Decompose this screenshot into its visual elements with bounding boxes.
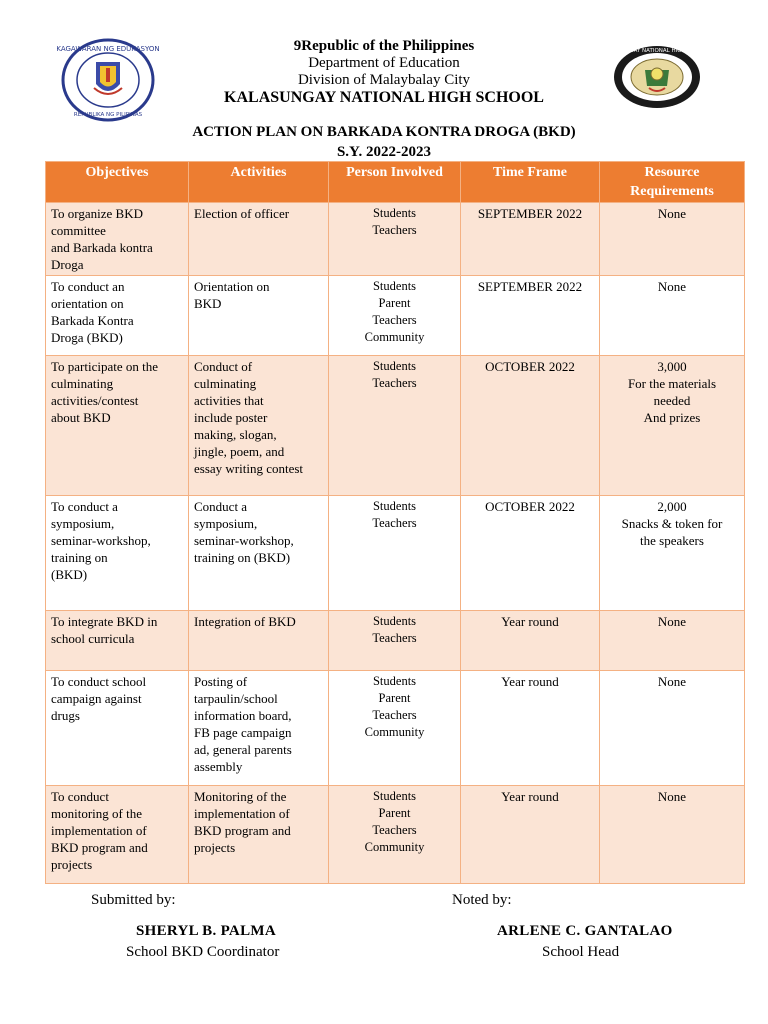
submitter-name: SHERYL B. PALMA [136, 923, 276, 939]
cell-persons-line: Teachers [372, 823, 417, 837]
cell-objective-line: training on [51, 550, 108, 565]
cell-activity [189, 496, 329, 611]
cell-persons-line: Parent [378, 691, 411, 705]
cell-objective-line: To organize BKD [51, 206, 143, 221]
cell-time-frame-line: Year round [501, 614, 559, 629]
cell-objective-line: drugs [51, 708, 80, 723]
cell-persons-line: Teachers [372, 376, 417, 390]
header-republic: 9Republic of the Philippines [293, 38, 475, 54]
cell-persons-line: Students [372, 206, 417, 220]
cell-persons-line: Community [364, 725, 425, 739]
cell-persons-line: Community [364, 840, 425, 854]
cell-objective-line: To conduct an [51, 279, 125, 294]
cell-persons-line: Students [372, 499, 417, 513]
cell-objective [46, 611, 189, 671]
cell-time-frame-line: SEPTEMBER 2022 [477, 279, 583, 294]
cell-activity-line: implementation of [194, 806, 290, 821]
cell-objective-line: committee [51, 223, 106, 238]
cell-time-frame [461, 786, 600, 884]
cell-activity-line: assembly [194, 759, 243, 774]
cell-objective-line: seminar-workshop, [51, 533, 151, 548]
cell-activity [189, 611, 329, 671]
cell-objective [46, 786, 189, 884]
cell-activity-line: culminating [194, 376, 257, 391]
cell-time-frame-line: SEPTEMBER 2022 [477, 206, 583, 221]
cell-activity-line: include poster [194, 410, 268, 425]
col-header-activities: Activities [189, 162, 329, 203]
cell-persons-line: Teachers [372, 516, 417, 530]
document-header [0, 38, 768, 106]
cell-activity-line: FB page campaign [194, 725, 292, 740]
cell-persons-line: Parent [378, 806, 411, 820]
cell-activity-line: jingle, poem, and [194, 444, 285, 459]
cell-persons-line: Students [372, 279, 417, 293]
cell-persons-line: Teachers [372, 223, 417, 237]
cell-activity-line: BKD [194, 296, 222, 311]
cell-objective-line: campaign against [51, 691, 142, 706]
cell-resource-line: And prizes [643, 410, 701, 425]
submitted-by-label: Submitted by: [91, 892, 176, 908]
cell-persons-line: Students [372, 359, 417, 373]
cell-resource [600, 356, 745, 496]
table-row [46, 356, 745, 496]
cell-objective-line: To integrate BKD in [51, 614, 158, 629]
cell-time-frame-line: Year round [501, 789, 559, 804]
cell-persons-line: Students [372, 674, 417, 688]
cell-activity-line: Conduct a [194, 499, 248, 514]
cell-resource [600, 786, 745, 884]
table-row [46, 276, 745, 356]
noter-name: ARLENE C. GANTALAO [497, 923, 673, 939]
cell-activity-line: Election of officer [194, 206, 290, 221]
cell-time-frame [461, 496, 600, 611]
cell-persons [329, 611, 461, 671]
cell-objective-line: To participate on the [51, 359, 159, 374]
cell-activity-line: BKD program and [194, 823, 291, 838]
table-header-row [46, 162, 745, 203]
right-seal-text: KALASUNGAY NATIONAL HIGH SCHOOL [603, 48, 711, 54]
cell-objective [46, 276, 189, 356]
cell-resource-line: 3,000 [657, 359, 687, 374]
cell-time-frame [461, 276, 600, 356]
cell-objective-line: Barkada Kontra [51, 313, 134, 328]
cell-resource-line: None [657, 674, 687, 689]
title-school-year: S.Y. 2022-2023 [336, 144, 432, 160]
cell-objective [46, 496, 189, 611]
cell-time-frame-line: OCTOBER 2022 [485, 359, 575, 374]
cell-objective-line: school curricula [51, 631, 135, 646]
cell-objective-line: activities/contest [51, 393, 139, 408]
cell-resource-line: Snacks & token for [621, 516, 723, 531]
cell-time-frame-line: Year round [501, 674, 559, 689]
cell-persons [329, 276, 461, 356]
cell-resource-line: None [657, 789, 687, 804]
cell-resource-line: 2,000 [657, 499, 687, 514]
cell-persons [329, 786, 461, 884]
cell-persons [329, 203, 461, 276]
table-row [46, 203, 745, 276]
cell-resource [600, 671, 745, 786]
cell-activity-line: tarpaulin/school [194, 691, 278, 706]
cell-persons-line: Teachers [372, 631, 417, 645]
cell-resource [600, 203, 745, 276]
cell-objective [46, 203, 189, 276]
cell-activity-line: symposium, [194, 516, 258, 531]
cell-persons-line: Teachers [372, 708, 417, 722]
cell-time-frame [461, 203, 600, 276]
cell-activity-line: essay writing contest [194, 461, 304, 476]
cell-activity-line: Orientation on [194, 279, 270, 294]
col-header-time-frame: Time Frame [461, 162, 600, 203]
document-title [0, 122, 768, 162]
cell-objective-line: culminating [51, 376, 114, 391]
col-header-person-involved: Person Involved [329, 162, 461, 203]
cell-objective-line: To conduct school [51, 674, 147, 689]
cell-activity-line: Integration of BKD [194, 614, 296, 629]
cell-activity [189, 276, 329, 356]
cell-persons [329, 496, 461, 611]
cell-activity-line: Posting of [194, 674, 248, 689]
cell-persons-line: Parent [378, 296, 411, 310]
cell-objective-line: Droga (BKD) [51, 330, 123, 345]
left-seal-bottom-text: REPUBLIKA NG PILIPINAS [73, 112, 143, 118]
cell-activity-line: training on (BKD) [194, 550, 291, 565]
cell-activity-line: information board, [194, 708, 292, 723]
cell-objective-line: (BKD) [51, 567, 88, 582]
cell-resource [600, 276, 745, 356]
cell-objective-line: orientation on [51, 296, 124, 311]
cell-resource-line: For the materials [627, 376, 717, 391]
col-header-objectives: Objectives [46, 162, 189, 203]
cell-activity-line: activities that [194, 393, 264, 408]
cell-objective-line: To conduct a [51, 499, 118, 514]
cell-resource-line: the speakers [640, 533, 704, 548]
cell-objective-line: and Barkada kontra [51, 240, 153, 255]
cell-time-frame-line: OCTOBER 2022 [485, 499, 575, 514]
cell-persons-line: Students [372, 789, 417, 803]
table-row [46, 786, 745, 884]
cell-objective-line: symposium, [51, 516, 115, 531]
cell-resource [600, 611, 745, 671]
cell-resource [600, 496, 745, 611]
col-header-resource-requirements: Resource Requirements [600, 162, 745, 203]
cell-activity-line: ad, general parents [194, 742, 292, 757]
cell-activity-line: projects [194, 840, 236, 855]
cell-activity [189, 671, 329, 786]
cell-persons [329, 356, 461, 496]
header-department: Department of Education [308, 55, 460, 71]
cell-resource-line: needed [653, 393, 691, 408]
cell-objective-line: To conduct [51, 789, 109, 804]
cell-activity-line: Conduct of [194, 359, 253, 374]
submitter-role: School BKD Coordinator [126, 944, 280, 960]
cell-persons [329, 671, 461, 786]
cell-objective-line: Droga [51, 257, 84, 272]
cell-time-frame [461, 671, 600, 786]
cell-activity-line: seminar-workshop, [194, 533, 294, 548]
left-seal-text: KAGAWARAN NG EDUKASYON [56, 45, 160, 53]
noted-by-label: Noted by: [452, 892, 512, 908]
cell-resource-line: None [657, 279, 687, 294]
cell-objective [46, 671, 189, 786]
header-division: Division of Malaybalay City [297, 72, 471, 88]
cell-objective-line: projects [51, 857, 93, 872]
cell-objective-line: implementation of [51, 823, 147, 838]
table-body [46, 203, 745, 884]
table-row [46, 611, 745, 671]
cell-activity [189, 203, 329, 276]
cell-objective [46, 356, 189, 496]
cell-persons-line: Teachers [372, 313, 417, 327]
cell-time-frame [461, 611, 600, 671]
cell-persons-line: Students [372, 614, 417, 628]
noter-role: School Head [542, 944, 620, 960]
cell-objective-line: BKD program and [51, 840, 148, 855]
cell-time-frame [461, 356, 600, 496]
cell-persons-line: Community [364, 330, 425, 344]
header-school-name: KALASUNGAY NATIONAL HIGH SCHOOL [224, 89, 544, 106]
cell-objective-line: about BKD [51, 410, 111, 425]
cell-resource-line: None [657, 614, 687, 629]
cell-activity [189, 356, 329, 496]
table-row [46, 496, 745, 611]
table-row [46, 671, 745, 786]
cell-activity [189, 786, 329, 884]
cell-activity-line: making, slogan, [194, 427, 277, 442]
action-plan-table [45, 161, 745, 884]
title-action-plan: ACTION PLAN ON BARKADA KONTRA DROGA (BKD) [192, 124, 576, 140]
cell-objective-line: monitoring of the [51, 806, 142, 821]
cell-resource-line: None [657, 206, 687, 221]
cell-activity-line: Monitoring of the [194, 789, 287, 804]
